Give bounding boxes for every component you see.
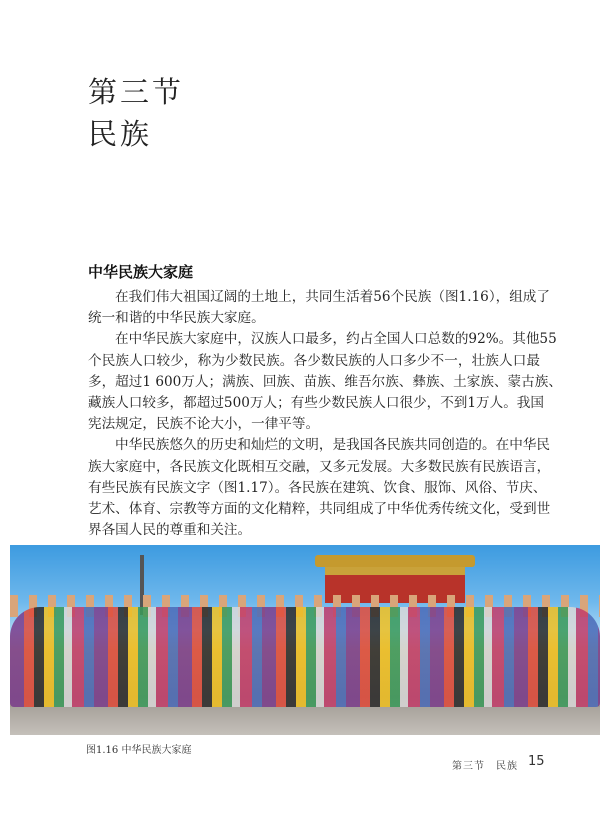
running-head: 第三节 民族: [452, 761, 518, 772]
paragraph-line: 界各国人民的尊重和关注。: [88, 522, 252, 539]
page-number: 15: [528, 754, 545, 769]
crowd-image: [10, 607, 600, 707]
section-title: 民族: [88, 117, 153, 151]
body-text: [88, 287, 562, 541]
paragraph-line: 有些民族有民族文字（图1.17）。各民族在建筑、饮食、服饰、风俗、节庆、: [88, 479, 547, 496]
paragraph-line: 艺术、体育、宗教等方面的文化精粹，共同组成了中华优秀传统文化，受到世: [88, 500, 551, 517]
paragraph-line: 宪法规定，民族不论大小，一律平等。: [88, 416, 320, 433]
paragraph-line: 中华民族悠久的历史和灿烂的文明，是我国各民族共同创造的。在中华民: [115, 437, 550, 454]
paragraph-line: 在我们伟大祖国辽阔的土地上，共同生活着56个民族（图1.16），组成了: [115, 289, 550, 305]
paragraph-line: 个民族人口较少，称为少数民族。各少数民族的人口多少不一，壮族人口最: [88, 352, 540, 369]
paragraph-line: 统一和谐的中华民族大家庭。: [88, 310, 265, 327]
figure-photo-ethnic-groups: [10, 545, 600, 735]
plaza-ground-image: [10, 707, 600, 735]
figure-caption: 图1.16 中华民族大家庭: [86, 745, 192, 756]
paragraph-line: 在中华民族大家庭中，汉族人口最多，约占全国人口总数的92%。其他55: [115, 331, 557, 348]
section-number: 第三节: [88, 75, 185, 109]
paragraph-line: 多，超过1 600万人；满族、回族、苗族、维吾尔族、彝族、土家族、蒙古族、: [88, 373, 562, 390]
paragraph-line: 族大家庭中，各民族文化既相互交融，又多元发展。大多数民族有民族语言，: [88, 458, 551, 475]
subsection-heading: 中华民族大家庭: [88, 263, 194, 281]
paragraph-line: 藏族人口较多，都超过500万人；有些少数民族人口很少，不到1万人。我国: [88, 394, 544, 411]
